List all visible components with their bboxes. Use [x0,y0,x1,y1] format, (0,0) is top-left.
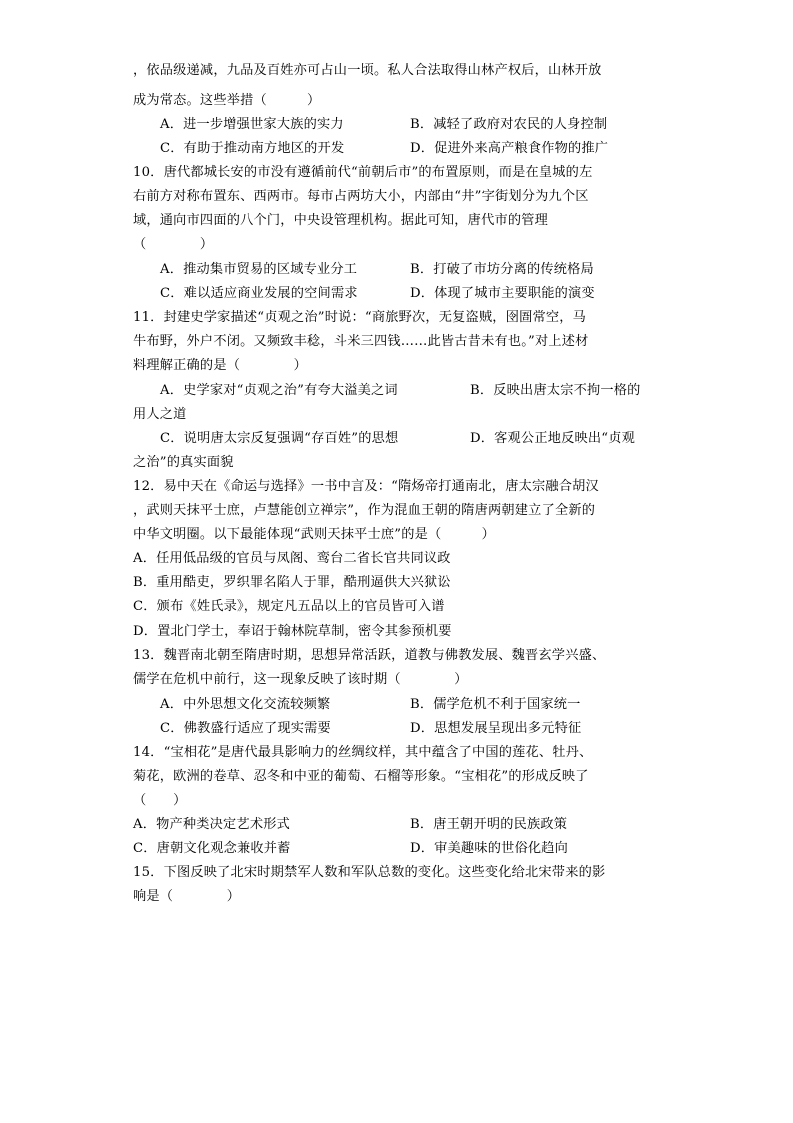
question-10: 10．唐代都城长安的市没有遵循前代“前朝后市”的布置原则，而是在皇城的左 [133,165,593,180]
text-line: 域，通向市四面的八个门，中央设管理机构。据此可知，唐代市的管理 [133,213,549,228]
question-13: 13．魏晋南北朝至隋唐时期，思想异常活跃，道教与佛教发展、魏晋玄学兴盛、 [133,648,606,663]
option-c: C．有助于推动南方地区的开发 [160,141,345,156]
text-line: ，依品级递减，九品及百姓亦可占山一顷。私人合法取得山林产权后，山林开放 [133,63,602,78]
option-b: B．重用酷吏，罗织罪名陷人于罪，酷刑逼供大兴狱讼 [133,575,451,590]
option-b: B．儒学危机不利于国家统一 [410,697,581,712]
question-14: 14．“宝相花”是唐代最具影响力的丝绸纹样，其中蕴含了中国的莲花、牡丹、 [133,745,593,760]
text-line: 牛布野，外户不闭。又频致丰稔，斗米三四钱……此皆古昔未有也。”对上述材 [133,334,589,349]
text-line: 料理解正确的是（ ） [133,358,308,373]
option-a: A．任用低品级的官员与凤阁、鸾台二省长官共同议政 [133,551,451,566]
text-line: 用人之道 [133,407,187,422]
option-d: D．客观公正地反映出“贞观 [470,431,635,446]
option-c: C．难以适应商业发展的空间需求 [160,286,358,301]
option-c: C．说明唐太宗反复强调“存百姓”的思想 [160,431,399,446]
option-c: C．佛教盛行适应了现实需要 [160,721,331,736]
option-a: A．中外思想文化交流较频繁 [160,697,331,712]
text-line: （ ） [133,793,187,808]
question-12: 12．易中天在《命运与选择》一书中言及：“隋炀帝打通南北，唐太宗融合胡汉 [133,479,599,494]
option-a: A．进一步增强世家大族的实力 [160,117,344,132]
text-line: （ ） [133,237,214,252]
option-d: D．思想发展呈现出多元特征 [410,721,582,736]
option-a: A．史学家对“贞观之治”有夸大溢美之词 [160,383,398,398]
question-11: 11．封建史学家描述“贞观之治”时说：“商旅野次，无复盗贼，囹圄常空，马 [133,310,587,325]
text-line: 菊花，欧洲的卷草、忍冬和中亚的葡萄、石榴等形象。“宝相花”的形成反映了 [133,769,589,784]
option-d: D．置北门学士，奉诏于翰林院草制，密令其参预机要 [133,624,452,639]
text-line: 儒学在危机中前行，这一现象反映了该时期（ ） [133,672,468,687]
text-line: 右前方对称布置东、西两市。每市占两坊大小，内部由“井”字街划分为九个区 [133,189,589,204]
text-line: ，武则天抹平士庶，卢慧能创立禅宗”，作为混血王朝的隋唐两朝建立了全新的 [133,503,596,518]
option-b: B．打破了市坊分离的传统格局 [410,262,594,277]
option-b: B．反映出唐太宗不拘一格的 [470,383,641,398]
text-line: 响是（ ） [133,889,241,904]
option-b: B．唐王朝开明的民族政策 [410,817,568,832]
option-a: A．推动集市贸易的区域专业分工 [160,262,358,277]
option-b: B．减轻了政府对农民的人身控制 [410,117,608,132]
option-d: D．审美趣味的世俗化趋向 [410,841,569,856]
option-a: A．物产种类决定艺术形式 [133,817,290,832]
option-c: C．颁布《姓氏录》，规定凡五品以上的官员皆可入谱 [133,599,445,614]
text-line: 之治”的真实面貌 [133,455,234,470]
option-d: D．体现了城市主要职能的演变 [410,286,595,301]
option-d: D．促进外来高产粮食作物的推广 [410,141,609,156]
option-c: C．唐朝文化观念兼收并蓄 [133,841,291,856]
question-15: 15．下图反映了北宋时期禁军人数和军队总数的变化。这些变化给北宋带来的影 [133,865,606,880]
text-line: 成为常态。这些举措（ ） [133,93,321,108]
text-line: 中华文明圈。以下最能体现“武则天抹平士庶”的是（ ） [133,527,495,542]
